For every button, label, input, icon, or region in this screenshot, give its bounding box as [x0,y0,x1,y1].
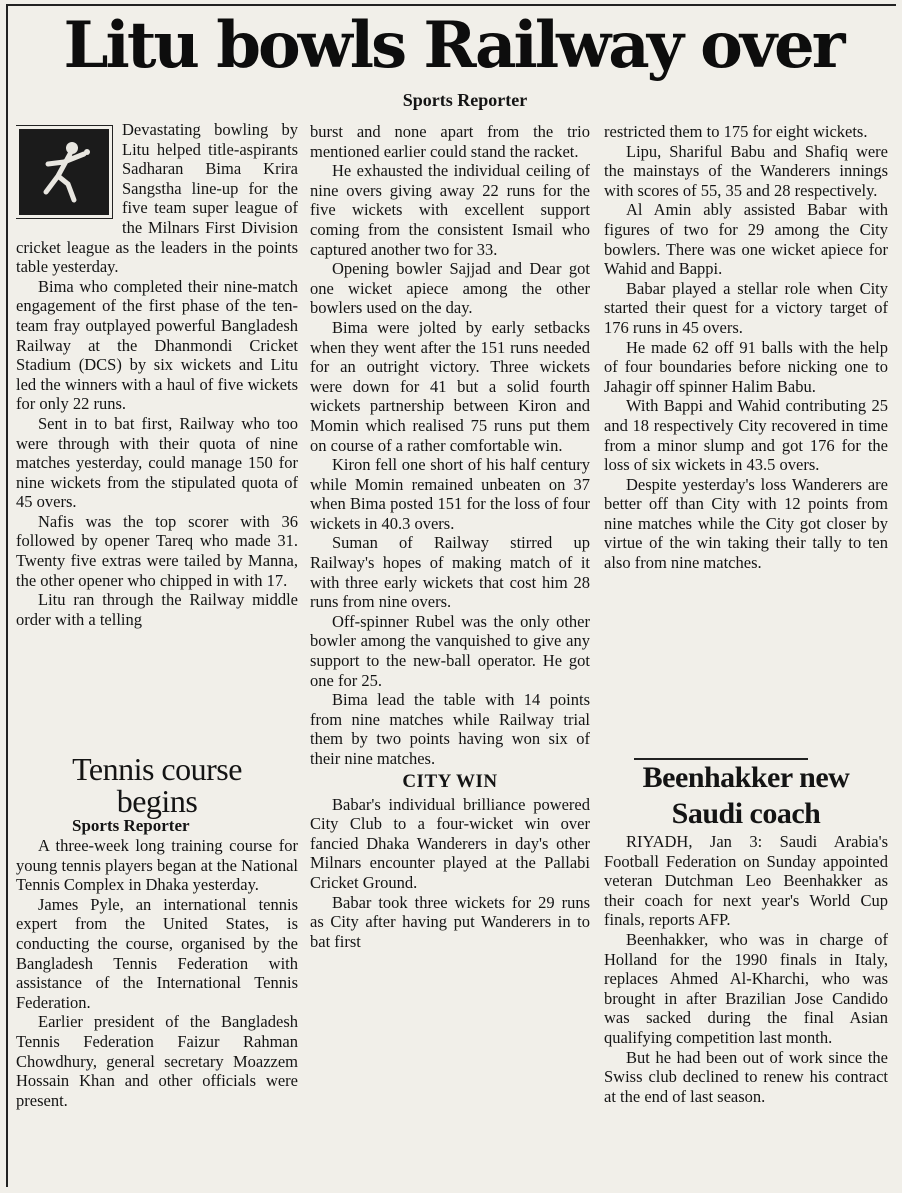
story-paragraph: He made 62 off 91 balls with the help of four boundaries before nicking one to Jahagir off spinner Halim Babu. [604,337,888,396]
tennis-headline-line-2: begins [116,783,198,819]
story-paragraph: Bima lead the table with 14 points from nine matches while Railway trial them by two points having won six of their nine matches. [310,690,590,768]
story-paragraph: Babar took three wickets for 29 runs as City after having put Wanderers in to bat first [310,892,590,951]
story-paragraph: Earlier president of the Bangladesh Tennis Federation Faizur Rahman Chowdhury, general secretary Moazzem Hossain Khan and other officials were present. [16,1012,298,1110]
left-border-rule [6,4,8,1187]
story-paragraph: Despite yesterday's loss Wanderers are better off than City with 12 points from nine matches while the City got closer by virtue of the win taking their tally to ten also from nine matches. [604,474,888,573]
story-paragraph: RIYADH, Jan 3: Saudi Arabia's Football Federation on Sunday appointed veteran Dutchman Leo Beenhakker as their coach for next year's World Cup finals, reports AFP. [604,832,888,930]
tennis-headline-line-1: Tennis course [72,752,242,787]
story-paragraph: restricted them to 175 for eight wickets. [604,122,868,141]
story-paragraph: With Bappi and Wahid contributing 25 and 18 respectively City recovered in time from a minor slump and got 176 for the loss of six wickets in 43.5 overs. [604,396,888,475]
story-paragraph: A three-week long training course for young tennis players began at the National Tennis Complex in Dhaka yesterday. [16,836,298,895]
story-paragraph: James Pyle, an international tennis expert from the United States, is conducting the course, organised by the Bangladesh Tennis Federation with assistance of the International Tennis Federation. [16,894,298,1012]
story-paragraph: Sent in to bat first, Railway who too were through with their quota of nine matches yesterday, could manage 150 for nine wickets from the stipulated quota of 45 overs. [16,413,298,512]
story-paragraph: Suman of Railway stirred up Railway's hopes of making match of it with three early wickets that cost him 28 runs from nine overs. [310,533,590,612]
main-story-column-1 [16,120,298,752]
story-paragraph: burst and none apart from the trio mentioned earlier could stand the racket. [310,122,590,161]
beenhakker-story [604,756,888,1176]
cricket-bowler-icon [16,126,112,218]
story-paragraph: He exhausted the individual ceiling of nine overs giving away 22 runs for the five wickets with excellent support coming from the consistent Ismail who captured another two for 33. [310,161,590,259]
story-paragraph: Bima were jolted by early setbacks when they went after the 151 runs needed for an outright victory. Three wickets were down for 41 but a solid fourth wickets partnership between Kiron and Momin which realised 75 runs put them on course of a rather comfortable win. [310,317,590,455]
main-story-column-3 [604,122,888,762]
story-paragraph: Off-spinner Rubel was the only other bowler among the vanquished to give any support to the new-ball operator. He got one for 25. [310,611,590,690]
story-paragraph: Babar played a stellar role when City started their quest for a victory target of 176 runs in 45 overs. [604,278,888,337]
beenhakker-headline-line-1: Beenhakker new [642,761,850,794]
story-paragraph: Devastating bowling by Litu helped title-aspirants Sadharan Bima Krira Sangstha line-up for the five team super league of the Milnars First Division cricket league as the leaders in the points table yesterday. [16,120,298,277]
story-paragraph: Al Amin ably assisted Babar with figures of two for 29 among the City bowlers. There was one wicket apiece for Wahid and Bappi. [604,200,888,279]
story-paragraph: Kiron fell one short of his half century while Momin remained unbeaten on 37 when Bima posted 151 for the loss of four wickets in 40.3 overs. [310,455,590,533]
beenhakker-headline-line-2: Saudi coach [671,797,821,830]
main-story-column-2 [310,122,590,1172]
story-paragraph: But he had been out of work since the Swiss club declined to renew his contract at the end of last season. [604,1047,888,1106]
story-paragraph: Litu ran through the Railway middle order with a telling [16,590,298,629]
story-paragraph: Bima who completed their nine-match engagement of the first phase of the ten-team fray outplayed powerful Bangladesh Railway at the Dhanmondi Cricket Stadium (DCS) by six wickets and Litu led the winners with a haul of five wickets for only 22 runs. [16,276,298,414]
story-paragraph: Opening bowler Sajjad and Dear got one wicket apiece among the other bowlers used on the day. [310,259,590,318]
tennis-story [16,752,298,1162]
main-headline: Litu bowls Railway over [63,8,843,83]
story-paragraph: Nafis was the top scorer with 36 followed by opener Tareq who made 31. Twenty five extras were tailed by Manna, the other opener who chipped in with 17. [16,511,298,590]
tennis-byline: Sports Reporter [72,816,190,835]
story-paragraph: Beenhakker, who was in charge of Holland for the 1990 finals in Italy, replaces Ahmed Al-Kharchi, who was brought in after Brazilian Jose Candido was sacked during the final Asian qualifying competition last month. [604,929,888,1047]
story-paragraph: Lipu, Shariful Babu and Shafiq were the mainstays of the Wanderers innings with scores of 55, 35 and 28 respectively. [604,141,888,200]
story-paragraph: Babar's individual brilliance powered City Club to a four-wicket win over fancied Dhaka Wanderers in day's other Milnars encounter played at the Pallabi Cricket Ground. [310,794,590,892]
main-byline: Sports Reporter [402,90,528,110]
city-win-crosshead: CITY WIN [402,770,498,792]
